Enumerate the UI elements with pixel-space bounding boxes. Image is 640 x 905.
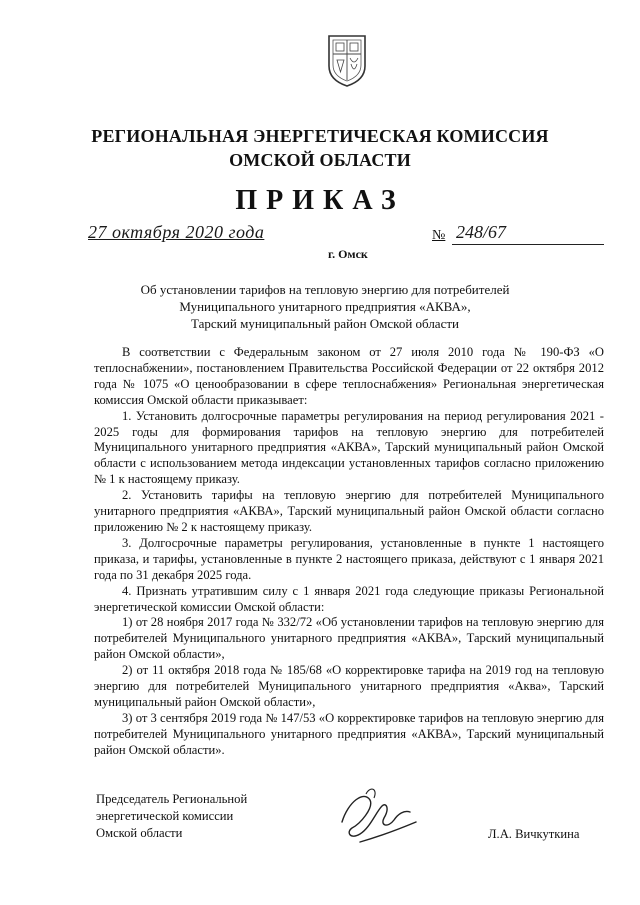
handwritten-signature-icon bbox=[330, 782, 425, 850]
coat-of-arms-icon bbox=[327, 32, 367, 88]
signatory-title bbox=[96, 791, 247, 842]
signatory-title-line: Омской области bbox=[96, 826, 183, 840]
body-paragraph: 1) от 28 ноября 2017 года № 332/72 «Об установлении тарифов на тепловую энергию для потребителей Муниципального унитарного предприятия «АКВА», Тарский муниципальный район Омской области», bbox=[94, 615, 604, 662]
number-underline bbox=[452, 244, 604, 245]
document-number: 248/67 bbox=[456, 222, 507, 242]
body-paragraph: 2. Установить тарифы на тепловую энергию для потребителей Муниципального унитарного предприятия «АКВА», Тарский муниципальный район Омской области согласно приложению № 2 к настоящему приказу. bbox=[94, 488, 604, 534]
document-date: 27 октября 2020 года bbox=[88, 222, 265, 242]
document-type-title: ПРИКАЗ bbox=[235, 185, 405, 216]
document-body bbox=[94, 345, 604, 759]
organization-name-line2: ОМСКОЙ ОБЛАСТИ bbox=[229, 150, 411, 170]
signatory-title-line: энергетической комиссии bbox=[96, 809, 234, 823]
number-sign: № bbox=[432, 228, 446, 243]
city: г. Омск bbox=[328, 247, 368, 261]
body-paragraph: В соответствии с Федеральным законом от 27 июля 2010 года № 190-ФЗ «О теплоснабжении», постановлением Правительства Российской Федерации от 22 октября 2012 года № 1075 «О ценообразовании в сфере теплоснабжения» Региональная энергетическая комиссия Омской области приказывает: bbox=[94, 345, 604, 407]
subject-line: Муниципального унитарного предприятия «АКВА», bbox=[179, 299, 471, 314]
document-subject bbox=[120, 281, 530, 332]
organization-name-line1: РЕГИОНАЛЬНАЯ ЭНЕРГЕТИЧЕСКАЯ КОМИССИЯ bbox=[91, 126, 549, 146]
body-paragraph: 4. Признать утратившим силу с 1 января 2021 года следующие приказы Региональной энергетической комиссии Омской области: bbox=[94, 583, 604, 614]
signatory-name: Л.А. Вичкуткина bbox=[488, 827, 580, 841]
body-paragraph: 3) от 3 сентября 2019 года № 147/53 «О корректировке тарифов на тепловую энергию для потребителей Муниципального унитарного предприятия «АКВА», Тарский муниципальный район Омской области». bbox=[94, 710, 604, 757]
subject-line: Об установлении тарифов на тепловую энергию для потребителей bbox=[140, 282, 510, 297]
body-paragraph: 2) от 11 октября 2018 года № 185/68 «О корректировке тарифа на 2019 год на тепловую энергию для потребителей Муниципального унитарного предприятия «Аква», Тарский муниципальный район Омской области», bbox=[94, 663, 604, 709]
body-paragraph: 1. Установить долгосрочные параметры регулирования на период регулирования 2021 - 2025 годы для формирования тарифов на тепловую энергию для потребителей Муниципального унитарного предприятия «АКВА», Тарский муниципальный район Омской области с использованием метода индексации установленных тарифов согласно приложению № 1 к настоящему приказу. bbox=[94, 408, 604, 487]
body-paragraph: 3. Долгосрочные параметры регулирования, установленные в пункте 1 настоящего приказа, и тарифы, установленные в пункте 2 настоящего приказа, действуют с 1 января 2021 года по 31 декабря 2025 года. bbox=[94, 535, 604, 582]
signatory-title-line: Председатель Региональной bbox=[96, 792, 248, 806]
subject-line: Тарский муниципальный район Омской области bbox=[191, 316, 459, 331]
